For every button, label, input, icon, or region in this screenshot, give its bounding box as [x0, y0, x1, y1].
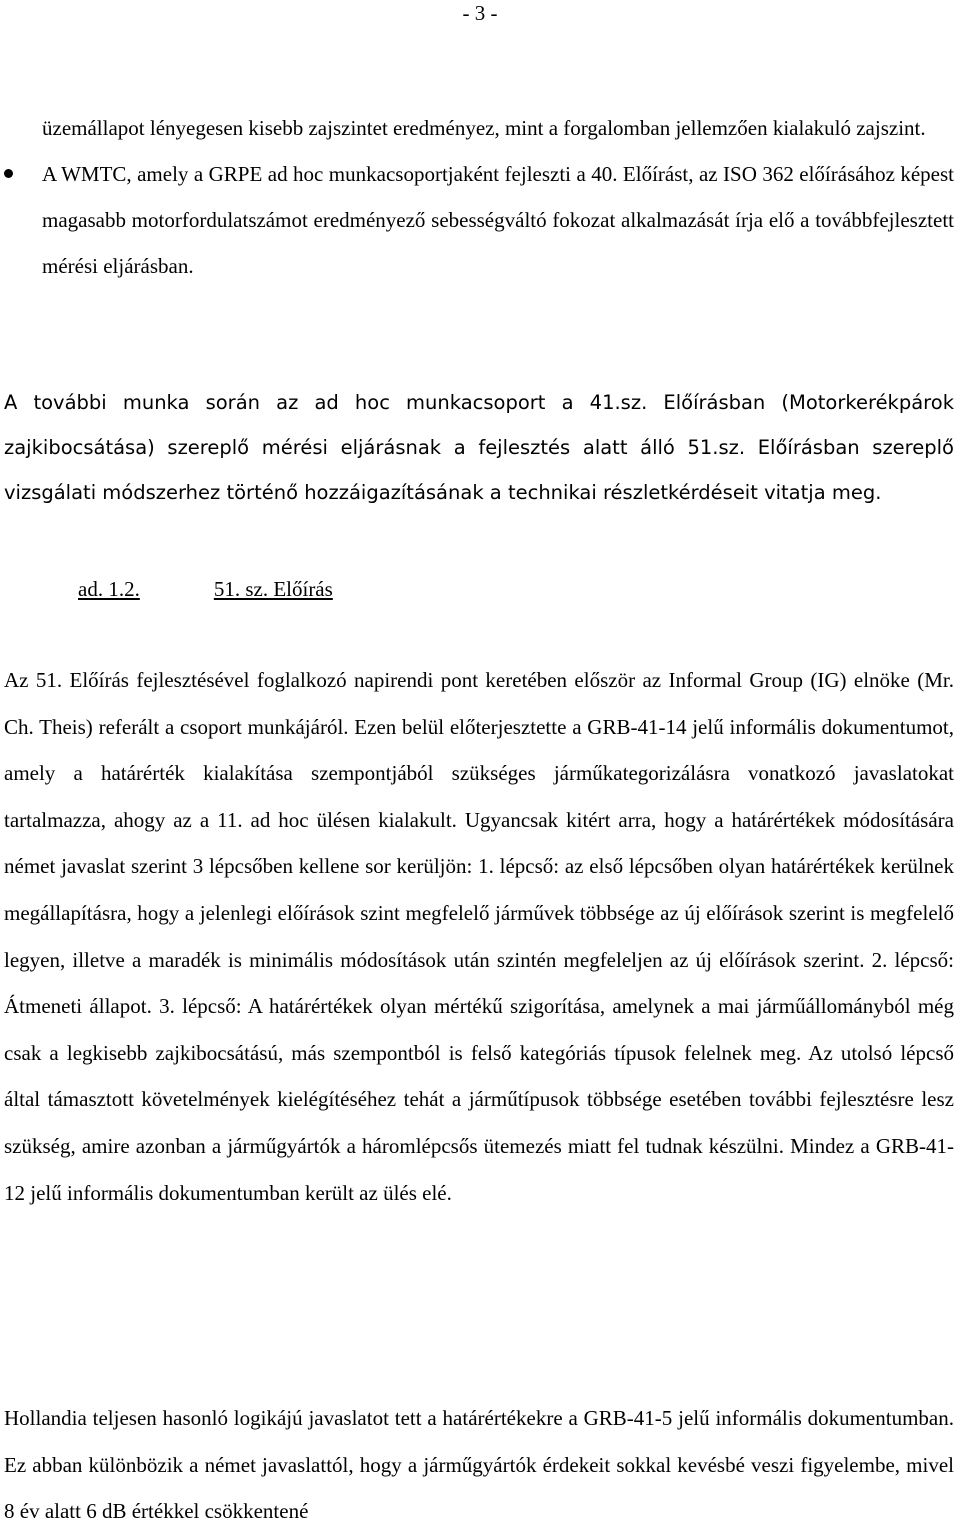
section-number: ad. 1.2. — [78, 577, 140, 601]
bullet-dot-icon — [4, 169, 13, 178]
bullet-text: üzemállapot lényegesen kisebb zajszintet eredményez, mint a forgalomban jellemzően kialakuló zajszint. — [42, 116, 926, 140]
paragraph-netherlands: Hollandia teljesen hasonló logikájú javaslatot tett a határértékekre a GRB-41-5 jelű informális dokumentumban. Ez abban különbözik a német javaslattól, hogy a járműgyártók érdekeit sokkal kevésbé veszi figyelembe, mivel 8 év alatt 6 dB értékkel csökkentené — [4, 1406, 954, 1524]
bullet-list — [0, 105, 960, 289]
page-number: - 3 - — [462, 1, 498, 25]
section-heading — [78, 569, 333, 609]
paragraph-further-work: A további munka során az ad hoc munkacsoport a 41.sz. Előírásban (Motorkerékpárok zajkibocsátása) szereplő mérési eljárásnak a fejlesztés alatt álló 51.sz. Előírásban szereplő vizsgálati módszerhez történő hozzáigazításának a technikai részletkérdéseit vitatja meg. — [4, 391, 954, 504]
bullet-text: A WMTC, amely a GRPE ad hoc munkacsoportjaként fejleszti a 40. Előírást, az ISO 362 előírásához képest magasabb motorfordulatszámot eredményező sebességváltó fokozat alkalmazását írja elő a továbbfejlesztett mérési eljárásban. — [42, 162, 954, 278]
bullet-item-wmtc — [0, 151, 960, 289]
section-title: 51. sz. Előírás — [213, 577, 333, 601]
bullet-item-continuation — [0, 105, 960, 151]
paragraph-regulation-51: Az 51. Előírás fejlesztésével foglalkozó napirendi pont keretében először az Informal Group (IG) elnöke (Mr. Ch. Theis) referált a csoport munkájáról. Ezen belül előterjesztette a GRB-41-14 jelű informális dokumentumot, amely a határérték kialakítása szempontjából szükséges járműkategorizálásra vonatkozó javaslatokat tartalmazza, ahogy az a 11. ad hoc ülésen kialakult. Ugyancsak kitért arra, hogy a határértékek módosítására német javaslat szerint 3 lépcsőben kellene sor kerüljön: 1. lépcső: az első lépcsőben olyan határértékek kerülnek megállapításra, hogy a jelenlegi előírások szint megfelelő járművek többsége az új előírások szerint is megfelelő legyen, illetve a maradék is minimális módosítások után szintén megfeleljen az új előírások szerint. 2. lépcső: Átmeneti állapot. 3. lépcső: A határértékek olyan mértékű szigorítása, amelynek a mai járműállományból még csak a legkisebb zajkibocsátású, más szempontból is felső kategóriás típusok felelnek meg. Az utolsó lépcső által támasztott követelmények kielégítéséhez tehát a járműtípusok többsége esetében további fejlesztésre lesz szükség, amire azonban a járműgyártók a háromlépcsős ütemezés miatt fel tudnak készülni. Mindez a GRB-41-12 jelű informális dokumentumban került az ülés elé. — [4, 668, 954, 1205]
